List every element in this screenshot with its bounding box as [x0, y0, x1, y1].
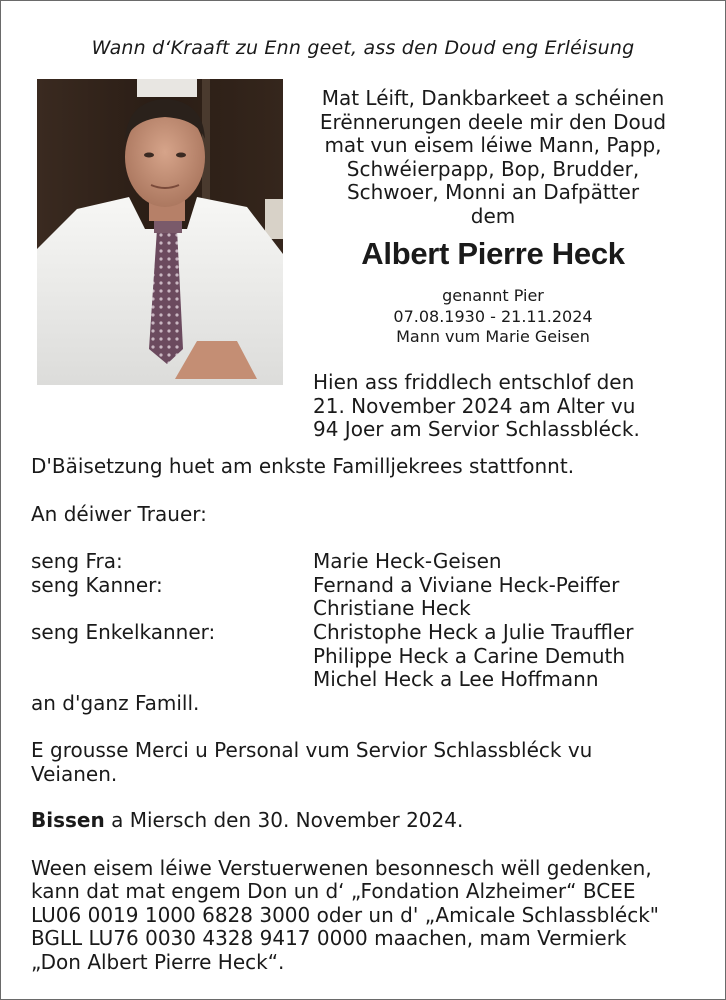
- mourner-name: Christophe Heck a Julie Trauffler: [313, 620, 634, 644]
- intro-line: Mat Léift, Dankbarkeet a schéinen: [321, 86, 665, 110]
- mourning-intro: An déiwer Trauer:: [31, 502, 207, 526]
- life-dates: 07.08.1930 - 21.11.2024: [393, 306, 593, 326]
- mourner-name: Marie Heck-Geisen: [313, 549, 502, 573]
- spouse-note: Mann vum Marie Geisen: [396, 327, 590, 346]
- donation-line: LU06 0019 1000 6828 3000 oder un d' „Amicale Schlassbléck": [31, 903, 659, 927]
- mourner-label-spouse: seng Fra:: [31, 549, 123, 573]
- passing-text: [313, 371, 640, 442]
- deceased-details: [300, 286, 686, 348]
- thanks-line: Veianen.: [31, 762, 118, 786]
- place-rest: a Miersch den 30. November 2024.: [104, 808, 464, 832]
- intro-line: Schwéierpapp, Bop, Brudder,: [346, 156, 640, 181]
- mourner-name: Philippe Heck a Carine Demuth: [313, 644, 626, 668]
- passing-line: 21. November 2024 am Alter vu: [313, 393, 636, 418]
- intro-text: [300, 87, 686, 229]
- intro-line: Erënnerungen deele mir den Doud: [319, 109, 667, 134]
- donation-line: kann dat mat engem Don un d‘ „Fondation Alzheimer“ BCEE: [31, 879, 636, 903]
- mourner-name: Michel Heck a Lee Hoffmann: [313, 667, 599, 691]
- deceased-name: Albert Pierre Heck: [361, 236, 625, 271]
- thanks-line: E grousse Merci u Personal vum Servior Schlassbléck vu: [31, 738, 593, 762]
- passing-line: Hien ass friddlech entschlof den: [313, 370, 635, 394]
- alias: genannt Pier: [442, 286, 544, 305]
- donation-line: „Don Albert Pierre Heck“.: [31, 950, 285, 974]
- portrait-illustration: [37, 79, 283, 385]
- donation-line: Ween eisem léiwe Verstuerwenen besonnesch wëll gedenken,: [31, 856, 652, 880]
- passing-line: 94 Joer am Servior Schlassbléck.: [313, 417, 640, 442]
- mourner-label-children: seng Kanner:: [31, 573, 163, 597]
- motto: Wann d‘Kraaft zu Enn geet, ass den Doud eng Erléisung: [91, 37, 635, 59]
- mourner-label-grandchildren: seng Enkelkanner:: [31, 620, 216, 644]
- place-town: Bissen: [31, 808, 105, 832]
- donation-line: BGLL LU76 0030 4328 9417 0000 maachen, mam Vermierk: [31, 926, 627, 950]
- portrait-photo: [37, 79, 283, 385]
- mourner-name: Christiane Heck: [313, 596, 471, 620]
- intro-line: dem: [470, 203, 516, 228]
- family-line: an d'ganz Famill.: [31, 691, 200, 715]
- mourner-name: Fernand a Viviane Heck-Peiffer: [313, 573, 620, 597]
- intro-line: Schwoer, Monni an Dafpätter: [346, 180, 640, 205]
- intro-line: mat vun eisem léiwe Mann, Papp,: [324, 133, 662, 158]
- burial-note: D'Bäisetzung huet am enkste Familljekrees stattfonnt.: [31, 454, 575, 478]
- place-date: [31, 809, 463, 833]
